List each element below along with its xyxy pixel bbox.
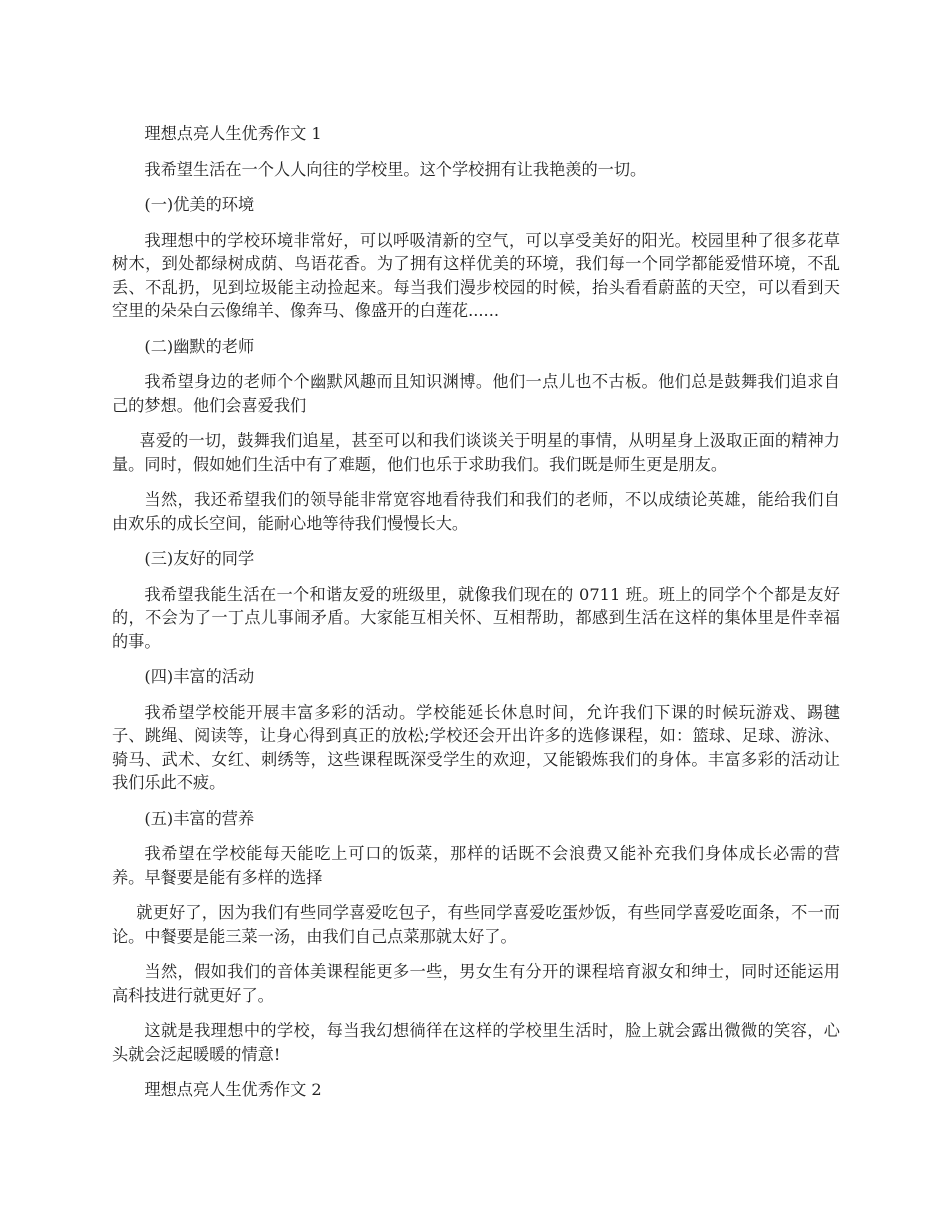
essay-title: 理想点亮人生优秀作文 2 [144, 1080, 322, 1099]
essay-title: 理想点亮人生优秀作文 1 [144, 124, 322, 143]
paragraph: 当然，假如我们的音体美课程能更多一些，男女生有分开的课程培育淑女和绅士，同时还能运用高科技进行就更好了。 [112, 962, 840, 1005]
paragraph: 喜爱的一切，鼓舞我们追星，甚至可以和我们谈谈关于明星的事情，从明星身上汲取正面的精神力量。同时，假如她们生活中有了难题，他们也乐于求助我们。我们既是师生更是朋友。 [112, 431, 840, 474]
section-heading: (五)丰富的营养 [144, 808, 255, 828]
paragraph: 就更好了，因为我们有些同学喜爱吃包子，有些同学喜爱吃蛋炒饭，有些同学喜爱吃面条，不一而论。中餐要是能三菜一汤，由我们自己点菜那就太好了。 [112, 903, 840, 946]
paragraph: 我理想中的学校环境非常好，可以呼吸清新的空气，可以享受美好的阳光。校园里种了很多花草树木，到处都绿树成荫、鸟语花香。为了拥有这样优美的环境，我们每一个同学都能爱惜环境，不乱丢、不乱扔，见到垃圾能主动捡起来。每当我们漫步校园的时候，抬头看看蔚蓝的天空，可以看到天空里的朵朵白云像绵羊、像奔马、像盛开的白莲花...... [112, 230, 840, 320]
paragraph: 我希望学校能开展丰富多彩的活动。学校能延长休息时间，允许我们下课的时候玩游戏、踢毽子、跳绳、阅读等，让身心得到真正的放松;学校还会开出许多的选修课程，如：篮球、足球、游泳、骑马、武术、女红、刺绣等，这些课程既深受学生的欢迎，又能锻炼我们的身体。丰富多彩的活动让我们乐此不疲。 [112, 702, 840, 792]
paragraph: 当然，我还希望我们的领导能非常宽容地看待我们和我们的老师，不以成绩论英雄，能给我们自由欢乐的成长空间，能耐心地等待我们慢慢长大。 [112, 490, 840, 533]
paragraph: 我希望在学校能每天能吃上可口的饭菜，那样的话既不会浪费又能补充我们身体成长必需的营养。早餐要是能有多样的选择 [112, 844, 840, 887]
section-heading: (三)友好的同学 [144, 549, 255, 568]
paragraph: 这就是我理想中的学校，每当我幻想徜徉在这样的学校里生活时，脸上就会露出微微的笑容，心头就会泛起暖暖的情意! [112, 1021, 840, 1064]
paragraph: 我希望我能生活在一个和谐友爱的班级里，就像我们现在的 0711 班。班上的同学个个都是友好的，不会为了一丁点儿事闹矛盾。大家能互相关怀、互相帮助，都感到生活在这样的集体里是件幸福的事。 [112, 584, 840, 651]
paragraph: 我希望生活在一个人人向往的学校里。这个学校拥有让我艳羡的一切。 [144, 159, 647, 179]
document-body [112, 122, 840, 1114]
section-heading: (一)优美的环境 [144, 195, 255, 214]
paragraph: 我希望身边的老师个个幽默风趣而且知识渊博。他们一点儿也不古板。他们总是鼓舞我们追求自己的梦想。他们会喜爱我们 [112, 372, 840, 415]
section-heading: (四)丰富的活动 [144, 667, 255, 686]
section-heading: (二)幽默的老师 [144, 336, 255, 356]
